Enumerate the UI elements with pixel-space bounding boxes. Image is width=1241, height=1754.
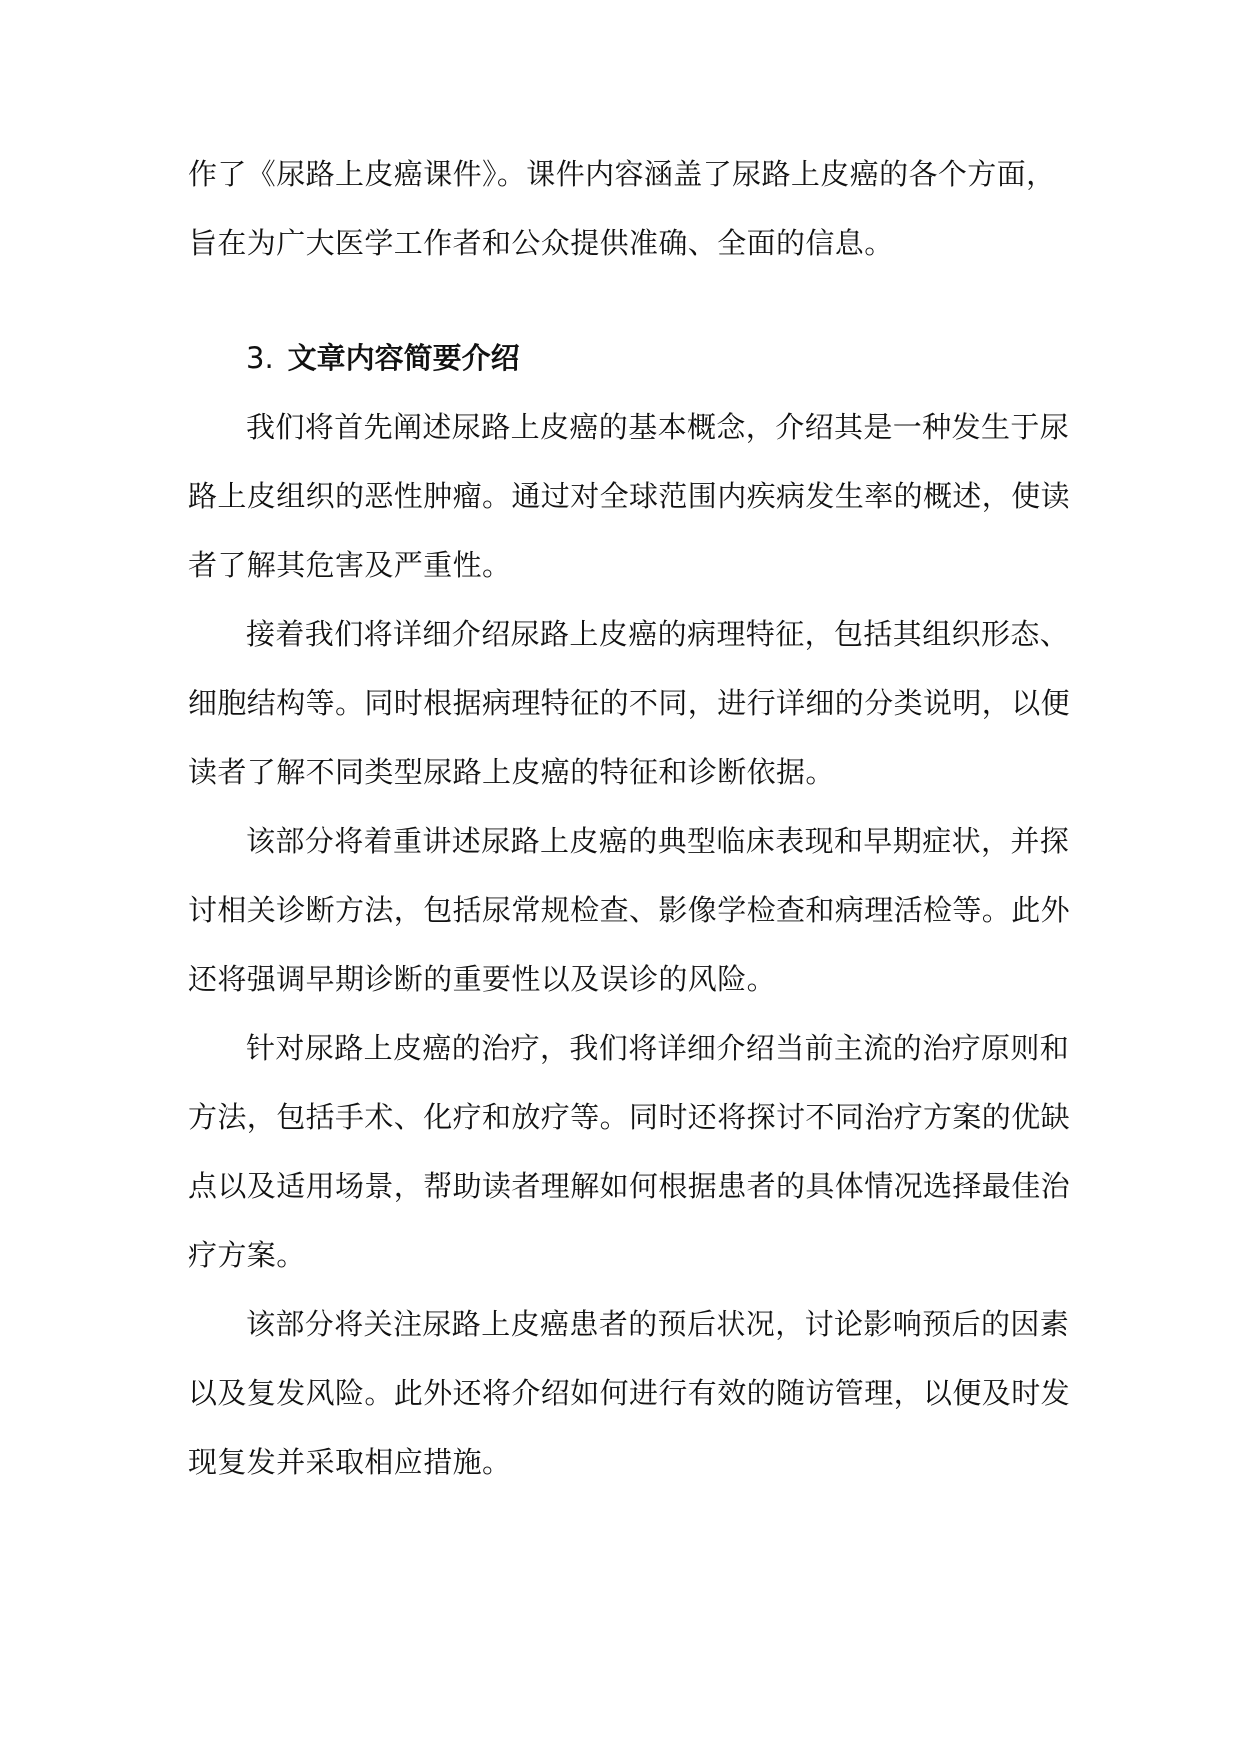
text-line: 细胞结构等。同时根据病理特征的不同，进行详细的分类说明，以便 xyxy=(188,686,1071,720)
text-line: 该部分将着重讲述尿路上皮癌的典型临床表现和早期症状，并探 xyxy=(246,824,1070,858)
text-line: 现复发并采取相应措施。 xyxy=(188,1445,512,1479)
paragraph-pathology xyxy=(188,600,1071,807)
paragraph-treatment xyxy=(188,1014,1071,1290)
intro-paragraph xyxy=(188,140,1056,278)
text-line: 路上皮组织的恶性肿瘤。通过对全球范围内疾病发生率的概述，使读 xyxy=(188,479,1071,513)
paragraph-prognosis xyxy=(188,1290,1071,1497)
section-heading xyxy=(188,324,1052,393)
text-line: 该部分将关注尿路上皮癌患者的预后状况，讨论影响预后的因素 xyxy=(246,1307,1070,1341)
text-line: 方法，包括手术、化疗和放疗等。同时还将探讨不同治疗方案的优缺 xyxy=(188,1100,1071,1134)
text-line: 讨相关诊断方法，包括尿常规检查、影像学检查和病理活检等。此外 xyxy=(188,893,1071,927)
text-line: 以及复发风险。此外还将介绍如何进行有效的随访管理，以便及时发 xyxy=(188,1376,1071,1410)
text-line: 点以及适用场景，帮助读者理解如何根据患者的具体情况选择最佳治 xyxy=(188,1169,1071,1203)
page-body xyxy=(188,140,1071,1497)
text-line: 者了解其危害及严重性。 xyxy=(188,548,512,582)
section-number: 3. xyxy=(246,341,274,375)
text-line: 我们将首先阐述尿路上皮癌的基本概念，介绍其是一种发生于尿 xyxy=(246,410,1070,444)
text-line: 还将强调早期诊断的重要性以及误诊的风险。 xyxy=(188,962,777,996)
text-line: 疗方案。 xyxy=(188,1238,306,1272)
paragraph-concept xyxy=(188,393,1071,600)
paragraph-diagnosis xyxy=(188,807,1071,1014)
text-line: 针对尿路上皮癌的治疗，我们将详细介绍当前主流的治疗原则和 xyxy=(246,1031,1070,1065)
text-line: 作了《尿路上皮癌课件》。课件内容涵盖了尿路上皮癌的各个方面， xyxy=(188,157,1056,191)
text-line: 读者了解不同类型尿路上皮癌的特征和诊断依据。 xyxy=(188,755,835,789)
text-line: 旨在为广大医学工作者和公众提供准确、全面的信息。 xyxy=(188,226,894,260)
text-line: 接着我们将详细介绍尿路上皮癌的病理特征，包括其组织形态、 xyxy=(246,617,1070,651)
section-title: 文章内容简要介绍 xyxy=(287,341,520,375)
